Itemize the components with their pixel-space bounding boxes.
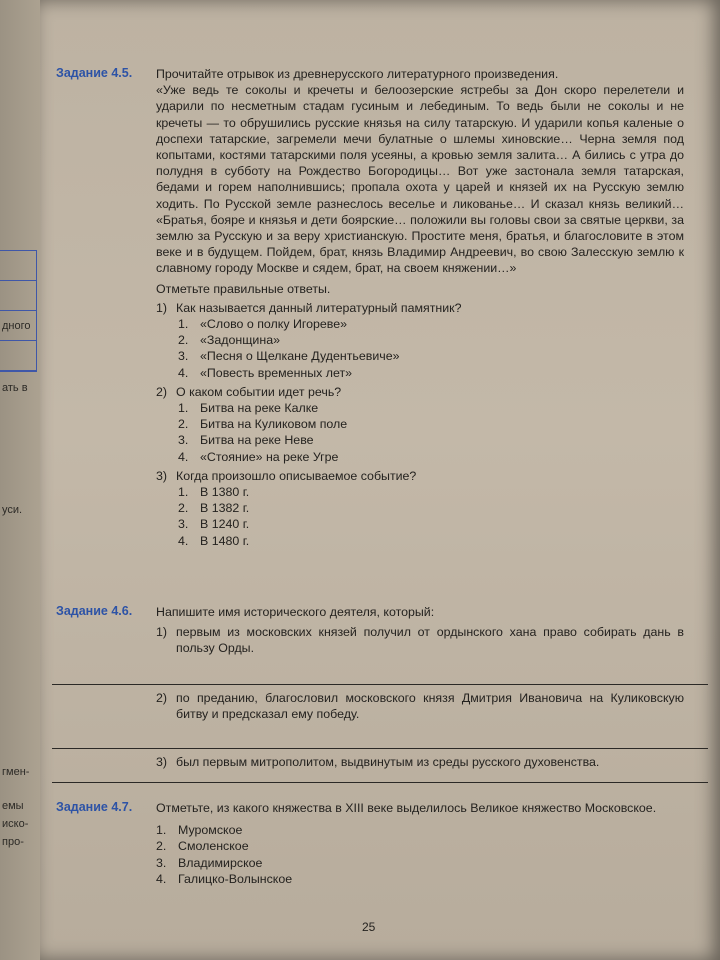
answer-option[interactable]: [156, 500, 684, 516]
answer-option[interactable]: [156, 838, 684, 854]
option-text: Битва на Куликовом поле: [200, 417, 348, 432]
option-number: 4.: [178, 533, 189, 548]
literary-quote: «Уже ведь те соколы и кречеты и белоозерские ястребы за Дон скоро перелетели и ударили по несметным стадам гусиным и лебединым. То ведь были не соколы и не кречеты — то обрушились русские князья на силу татарскую. И ударили копья каленые о доспехи татарские, загремели мечи булатные о шлемы хиновские… Черна земля под копытами, костями татарскими поля усеяны, а кровью земля залита… А бились с утра до полудня в субботу на Рождество Богородицы… Вот уже застонала земля татарская, бедами и горем наполнившись; пропала охота у царей и князей их на Русскую землю ходить. По Русской земле разнеслось веселье и ликованье… И сказал князь великий… «Братья, бояре и князья и дети боярские… положили вы головы свои за святые церкви, за землю за Русскую и за веру христианскую. Простите меня, братья, и благословите в этом веке и в будущем. Пойдем, брат, князь Владимир Андреевич, во свою Залесскую землю к славному городу Москве и сядем, брат, на своем княжении…»: [156, 83, 684, 276]
answer-option[interactable]: [156, 365, 684, 381]
task-label: Задание 4.5.: [56, 66, 133, 80]
question-text: по преданию, благословил московского князя Дмитрия Ивановича на Куликовскую битву и предсказал ему победу.: [176, 691, 684, 722]
answer-option[interactable]: [156, 484, 684, 500]
option-text: Муромское: [178, 823, 243, 838]
question-text: Когда произошло описываемое событие?: [176, 468, 417, 483]
answer-line-2[interactable]: [52, 748, 708, 749]
option-text: Битва на реке Неве: [200, 433, 314, 448]
option-number: 1.: [178, 317, 189, 332]
answer-line-1[interactable]: [52, 684, 708, 685]
question-number: 1): [156, 625, 168, 640]
option-number: 4.: [156, 871, 167, 886]
answer-option[interactable]: [156, 416, 684, 432]
answer-option[interactable]: [156, 449, 684, 465]
answer-option[interactable]: [156, 432, 684, 448]
option-text: «Слово о полку Игореве»: [200, 317, 348, 332]
question-1: [156, 300, 684, 381]
task-title: Напишите имя исторического деятеля, который:: [156, 605, 435, 619]
answer-option[interactable]: [156, 316, 684, 332]
option-text: В 1382 г.: [200, 501, 250, 516]
option-text: В 1240 г.: [200, 517, 250, 532]
option-number: 3.: [178, 517, 189, 532]
answer-line-3[interactable]: [52, 782, 708, 783]
option-number: 2.: [156, 839, 167, 854]
question-number: 1): [156, 300, 168, 315]
person-question-1: [156, 624, 684, 656]
option-number: 3.: [178, 433, 189, 448]
question-number: 2): [156, 384, 168, 399]
option-text: В 1380 г.: [200, 485, 250, 500]
facing-page-table-fragment: [0, 250, 37, 372]
option-number: 1.: [178, 401, 189, 416]
option-number: 1.: [156, 823, 167, 838]
facing-page-fragment: гмен-: [2, 766, 30, 778]
option-number: 4.: [178, 449, 189, 464]
option-number: 2.: [178, 417, 189, 432]
option-number: 4.: [178, 365, 189, 380]
option-text: Галицко-Волынское: [178, 871, 293, 886]
answer-option[interactable]: [156, 533, 684, 549]
answer-option[interactable]: [156, 348, 684, 364]
person-question-2: [156, 690, 684, 722]
option-text: «Повесть временных лет»: [200, 365, 353, 380]
task-label: Задание 4.7.: [56, 800, 133, 814]
person-question-3: [156, 754, 684, 770]
option-text: «Стояние» на реке Угре: [200, 449, 339, 464]
question-number: 3): [156, 755, 168, 769]
task-label: Задание 4.6.: [56, 604, 133, 618]
answer-option[interactable]: [156, 871, 684, 887]
option-text: Смоленское: [178, 839, 249, 854]
option-text: Битва на реке Калке: [200, 401, 319, 416]
answer-option[interactable]: [156, 332, 684, 348]
answer-option[interactable]: [156, 855, 684, 871]
question-2: [156, 384, 684, 465]
question-text: Как называется данный литературный памятник?: [176, 300, 462, 315]
answer-option[interactable]: [156, 400, 684, 416]
option-number: 2.: [178, 333, 189, 348]
task-instruction: Отметьте правильные ответы.: [156, 281, 331, 296]
option-number: 3.: [178, 349, 189, 364]
question-text: первым из московских князей получил от ордынского хана право собирать дань в пользу Орды.: [176, 625, 684, 656]
facing-page-fragment: про-: [2, 836, 24, 848]
facing-page-fragment: дного: [2, 320, 31, 332]
question-text: был первым митрополитом, выдвинутым из среды русского духовенства.: [176, 755, 600, 769]
workbook-page: [40, 0, 720, 960]
facing-page-edge: [0, 0, 40, 960]
question-text: О каком событии идет речь?: [176, 384, 342, 399]
option-text: В 1480 г.: [200, 533, 250, 548]
facing-page-fragment: иско-: [2, 818, 29, 830]
facing-page-fragment: ать в: [2, 382, 28, 394]
facing-page-fragment: емы: [2, 800, 24, 812]
question-number: 3): [156, 468, 168, 483]
option-number: 1.: [178, 485, 189, 500]
task-title: Прочитайте отрывок из древнерусского литературного произведения.: [156, 67, 559, 81]
facing-page-fragment: уси.: [2, 504, 23, 516]
question-number: 2): [156, 691, 168, 705]
page-number: 25: [362, 920, 376, 934]
option-number: 3.: [156, 855, 167, 870]
answer-option[interactable]: [156, 822, 684, 838]
option-number: 2.: [178, 501, 189, 516]
option-text: «Задонщина»: [200, 333, 280, 348]
option-text: «Песня о Щелкане Дудентьевиче»: [200, 349, 400, 364]
task-title: Отметьте, из какого княжества в XIII веке выделилось Великое княжество Московское.: [156, 801, 657, 815]
question-3: [156, 468, 684, 549]
answer-option[interactable]: [156, 516, 684, 532]
option-text: Владимирское: [178, 855, 263, 870]
